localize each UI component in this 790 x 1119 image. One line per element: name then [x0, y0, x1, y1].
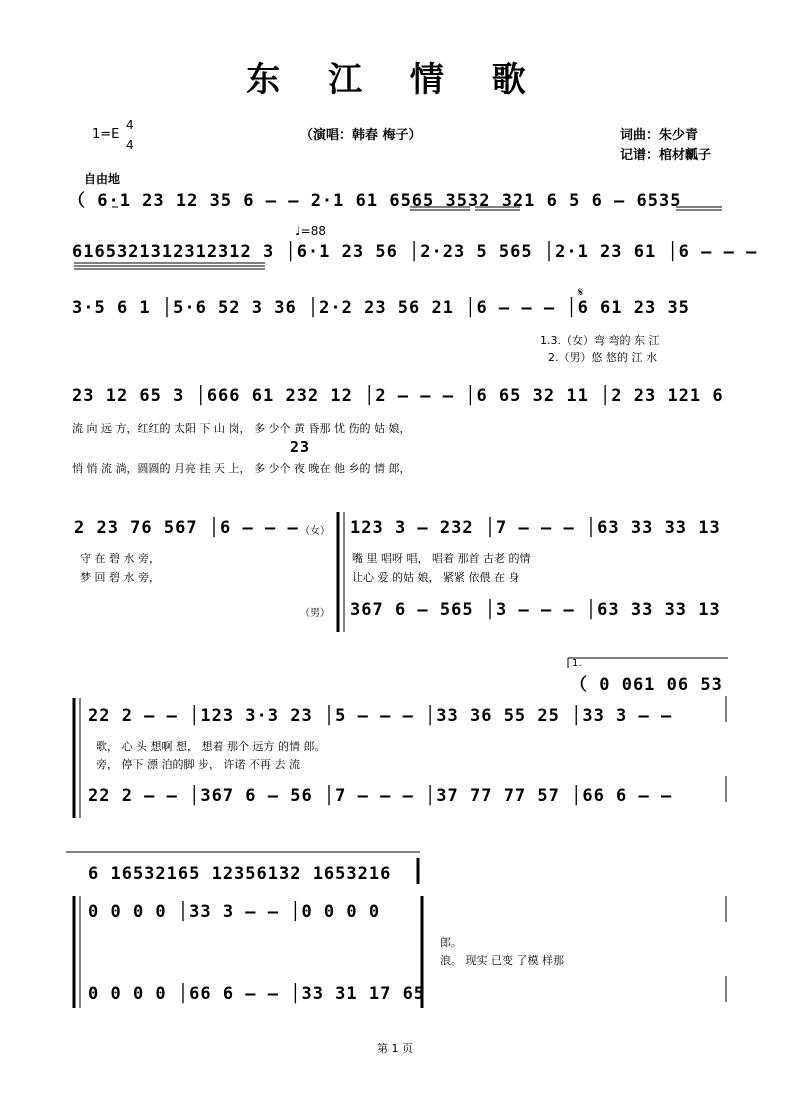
lyric-line-4b: 悄 悄 流 淌，圆圆的 月亮 挂 天 上， 多 少个 夜 晚在 他 乡的 情 郎， [72, 462, 411, 475]
score-line-5-female: 123 3 — 232 │7 — — — │63 33 33 13 [350, 518, 721, 538]
score-line-7-male: 0 0 0 0 │66 6 — — │33 31 17 65 [88, 984, 426, 1004]
lyric-line-7b: 浪。 现实 已变 了模 样那 [440, 954, 564, 967]
performers: （演唱：韩春 梅子） [300, 128, 422, 143]
score-line-5-male: 367 6 — 565 │3 — — — │63 33 33 13 [350, 600, 721, 620]
score-line-1: （ 6·1 23 12 35 6 — — 2·1 61 6565 3532 321 6 5 6 — 6535 [68, 191, 682, 211]
lyric-line-3a: 1.3.（女）弯 弯的 东 江 [540, 334, 660, 347]
alt-notes: 23 [290, 438, 311, 456]
score-line-6-female: 22 2 — — │123 3·3 23 │5 — — — │33 36 55 25 │33 3 — — [88, 706, 673, 726]
score-line-7-top: 6 16532165 12356132 1653216 [88, 864, 392, 884]
lyric-line-6b: 旁， 停下 漂 泊的脚 步， 许诺 不再 去 流 [96, 758, 300, 771]
time-signature-denominator: 4 [126, 138, 134, 152]
score-line-4: 23 12 65 3 │666 61 232 12 │2 — — — │6 65 32 11 │2 23 121 6 [72, 386, 724, 406]
score-line-7-female: 0 0 0 0 │33 3 — — │0 0 0 0 [88, 902, 381, 922]
lyric-line-5b-left: 梦 回 碧 水 旁， [80, 571, 160, 584]
score-line-5-top: 2 23 76 567 │6 — — — [74, 518, 299, 538]
lyric-line-5a-right: 嘴 里 唱呀 唱， 唱着 那首 古老 的情 [352, 552, 531, 565]
lyric-line-4a: 流 向 远 方，红红的 太阳 下 山 岗， 多 少个 黄 昏那 忧 伤的 姑 娘， [72, 422, 411, 435]
score-line-6-top: （ 0 061 06 53 [570, 675, 723, 695]
svg-text:𝄋: 𝄋 [578, 285, 584, 299]
lyric-line-3b: 2.（男）悠 悠的 江 水 [548, 351, 657, 364]
transcriber-credit: 记谱：棺材瓤子 [620, 148, 712, 163]
page-title: 东 江 情 歌 [246, 60, 544, 100]
time-signature-numerator: 4 [126, 118, 134, 132]
key-signature: 1=E [92, 127, 120, 142]
lyric-line-6a: 歌， 心 头 想啊 想， 想着 那个 远方 的情 郎。 [96, 740, 326, 753]
score-line-6-male: 22 2 — — │367 6 — 56 │7 — — — │37 77 77 57 │66 6 — — [88, 786, 673, 806]
composer-credit: 词曲：朱少青 [620, 128, 699, 143]
score-line-2: 6165321312312312 3 │6·1 23 56 │2·23 5 565 │2·1 23 61 │6 — — — [72, 242, 758, 262]
lyric-line-5a-left: 守 在 碧 水 旁， [80, 552, 160, 565]
tempo-marking: ♩=88 [295, 224, 326, 238]
volta-1: 1. [572, 658, 582, 669]
tempo-free: 自由地 [84, 172, 121, 186]
lyric-line-7a: 郎。 [440, 936, 462, 949]
male-tag: （男） [300, 608, 330, 619]
female-tag: （女） [300, 526, 330, 537]
page-number: 第 1 页 [377, 1042, 413, 1055]
lyric-line-5b-right: 让心 爱 的姑 娘， 紧紧 依偎 在 身 [352, 571, 520, 584]
score-line-3: 3·5 6 1 │5·6 52 3 36 │2·2 23 56 21 │6 — — — │6 61 23 35 [72, 298, 690, 318]
